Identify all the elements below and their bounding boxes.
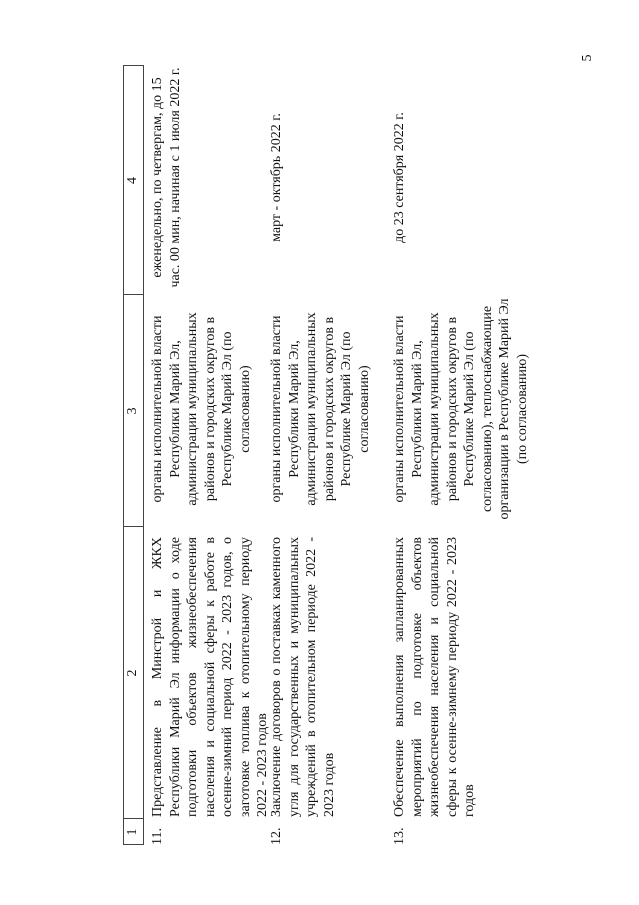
table-header-border: [143, 65, 144, 845]
row-number: 13.: [392, 827, 407, 845]
row-number: 12.: [269, 827, 284, 845]
row-responsible: органы исполнительной власти Республики Марий Эл, администрации муниципальных районов и городских округов в Республике Марий Эл (по согласованию): [269, 312, 372, 506]
column-header-2: 2: [125, 669, 140, 677]
page-number: 5: [580, 54, 595, 62]
row-responsible: органы исполнительной власти Республики Марий Эл, администрации муниципальных районов и городских округов в Республике Марий Эл (по согласованию): [150, 312, 253, 506]
column-header-4: 4: [125, 177, 140, 184]
row-description: Обеспечение выполнения запланированных мероприятий по подготовке объектов жизнеобеспечения населения и социальной сферы к осенне-зимнему периоду 2022 - 2023 годов: [392, 537, 477, 817]
row-description: Заключение договоров о поставках каменного угля для государственных и муниципальных учреждений в отопительном периоде 2022 - 2023 годов: [269, 537, 337, 817]
column-header-3: 3: [125, 407, 140, 415]
row-deadline: до 23 сентября 2022 г.: [392, 112, 407, 243]
column-header-1: 1: [125, 828, 140, 836]
document-table: [123, 65, 593, 845]
row-deadline: март - октябрь 2022 г.: [269, 113, 284, 242]
row-description: Представление в Минстрой и ЖКХ Республики Марий Эл информации о ходе подготовки объектов жизнеобеспечения населения и социальной сферы к работе в осенне-зимний период 2022 - 2023 годов, о заготовке топлива к отопительному периоду 2022 - 2023 годов: [150, 537, 270, 817]
row-responsible: органы исполнительной власти Республики Марий Эл, администрации муниципальных районов и городских округов в Республике Марий Эл (по согласованию), теплоснабжающие организации в Республике Марий Эл (по согласованию): [392, 298, 530, 520]
row-number: 11.: [150, 828, 165, 845]
row-deadline: еженедельно, по четвергам, до 15 час. 00 мин, начиная с 1 июля 2022 г.: [150, 67, 183, 288]
